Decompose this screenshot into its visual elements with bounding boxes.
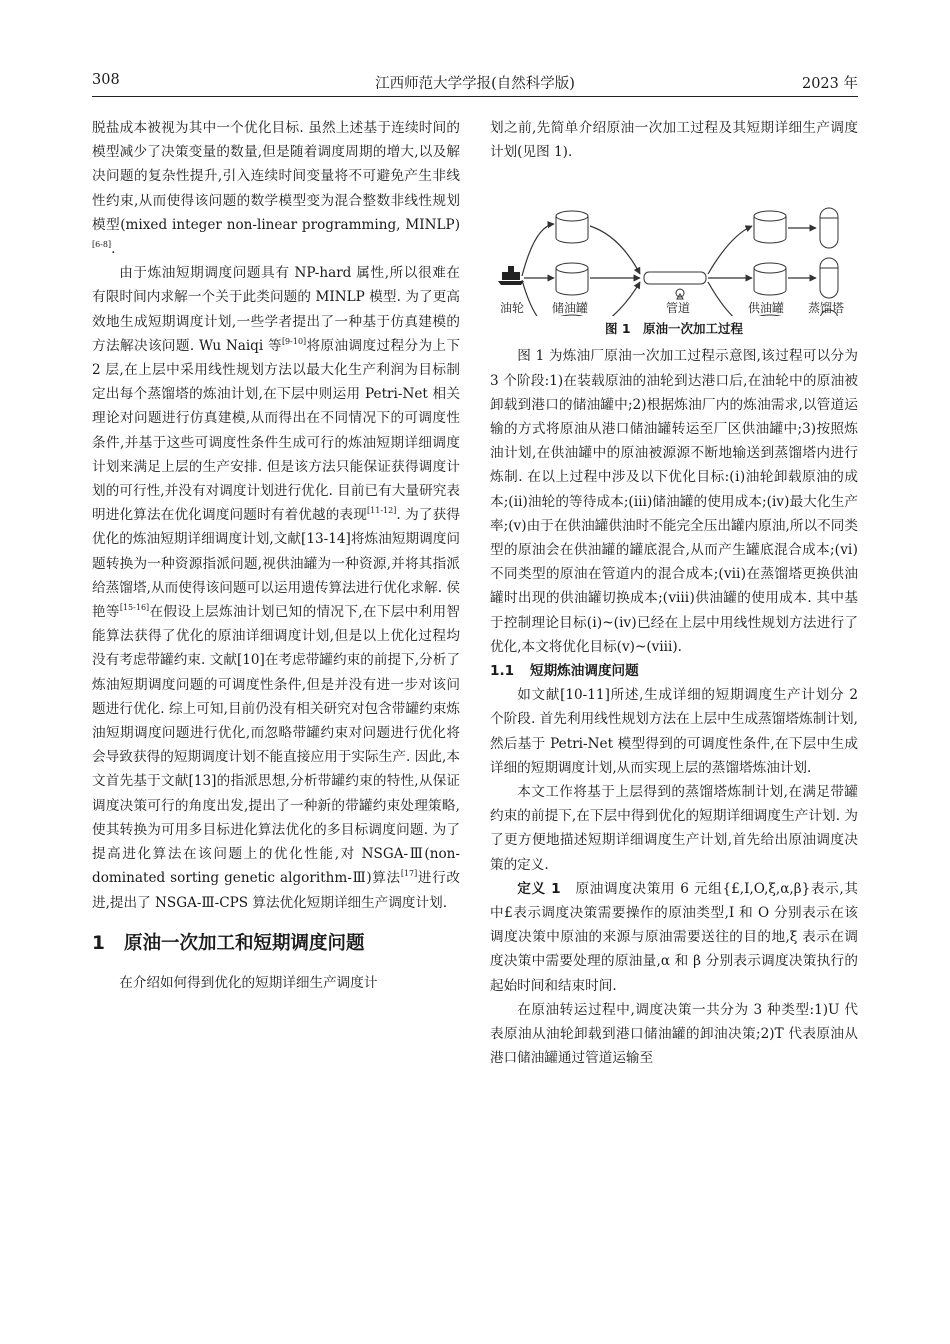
storage-tank-icon xyxy=(556,315,588,316)
pipeline-icon xyxy=(644,272,706,299)
section-heading: 1 原油一次加工和短期调度问题 xyxy=(92,932,365,954)
figure-caption: 图 1 原油一次加工过程 xyxy=(604,321,744,337)
paragraph: 在介绍如何得到优化的短期详细生产调度计 xyxy=(119,974,378,991)
supply-tank-icon xyxy=(754,315,786,316)
right-column xyxy=(490,116,858,1071)
subsection-heading: 1.1 短期炼油调度问题 xyxy=(490,663,639,680)
paragraph: 划之前,先简单介绍原油一次加工过程及其短期详细生产调度计划(见图 1). xyxy=(490,120,858,161)
citation: [9-10] xyxy=(281,336,307,346)
publication-year: 2023 年 xyxy=(801,76,858,92)
label-distill: 蒸馏塔 xyxy=(808,301,845,316)
label-storage: 储油罐 xyxy=(552,301,589,316)
page-number: 308 xyxy=(92,72,120,88)
journal-title: 江西师范大学学报(自然科学版) xyxy=(375,76,575,92)
figure-crude-oil-process xyxy=(490,166,858,316)
citation: [17] xyxy=(400,869,418,879)
citation: [6-8] xyxy=(92,240,112,250)
definition: 定义 1 原油调度决策用 6 元组{£,I,O,ξ,α,β}表示,其中£表示调度决策需要操作的原油类型,I 和 O 分别表示在该调度决策中原油的来源与原油需要送往的目的地,ξ 表示在调度决策中需要处理的原油量,α 和 β 分别表示调度决策执行的起始时间和结束时间. xyxy=(490,880,859,994)
paragraph: 本文工作将基于上层得到的蒸馏塔炼制计划,在满足带罐约束的前提下,在下层中得到优化的短期详细调度生产计划. 为了更方便地描述短期详细调度生产计划,首先给出原油调度决策的定义. xyxy=(490,784,858,873)
paragraph: 如文献[10-11]所述,生成详细的短期调度生产计划分 2 个阶段. 首先利用线性规划方法在上层中生成蒸馏塔炼制计划,然后基于 Petri-Net 模型得到的可调度性条件,在下层中生成详细的短期调度计划,从而实现上层的蒸馏塔炼油计划. xyxy=(490,687,858,776)
supply-tank-icon xyxy=(754,263,786,295)
label-tanker: 油轮 xyxy=(500,301,525,316)
distillation-tower-icon xyxy=(820,258,838,298)
citation: [11-12] xyxy=(367,506,397,516)
paragraph: 在原油转运过程中,调度决策一共分为 3 种类型:1)U 代表原油从油轮卸载到港口储油罐的卸油决策;2)T 代表原油从港口储油罐通过管道运输至 xyxy=(490,1001,858,1067)
supply-tank-icon xyxy=(754,211,786,243)
distillation-tower-icon xyxy=(820,208,838,248)
paragraph: 图 1 为炼油厂原油一次加工过程示意图,该过程可以分为 3 个阶段:1)在装载原油的油轮到达港口后,在油轮中的原油被卸载到港口的储油罐中;2)根据炼油厂内的炼油需求,以管道运输的方式将原油从港口储油罐转运至厂区供油罐中;3)按照炼油计划,在供油罐中的原油被源源不断地输送到蒸馏塔内进行炼制. 在以上过程中涉及以下优化目标:(ⅰ)油轮卸载原油的成本;(ⅱ)油轮的等待成本;(ⅲ)储油罐的使用成本;(ⅳ)最大化生产率;(ⅴ)由于在供油罐供油时不能完全压出罐内原油,所以不同类型的原油会在供油罐的罐底混合,从而产生罐底混合成本;(ⅵ)不同类型的原油在管道内的混合成本;(ⅶ)在蒸馏塔更换供油罐时出现的供油罐切换成本;(ⅷ)供油罐的使用成本. 其中基于控制理论目标(ⅰ)~(ⅳ)已经在上层中用线性规划方法进行了优化,本文将优化目标(ⅴ)~(ⅷ). xyxy=(490,348,858,655)
paragraph: 由于炼油短期调度问题具有 NP-hard 属性,所以很难在有限时间内求解一个关于此类问题的 MINLP 模型. 为了更高效地生成短期调度计划,一些学者提出了一种基于仿真建模的方法解决该问题. Wu Naiqi 等[9-10]将原油调度过程分为上下 2 层,在上层中采用线性规划方法以最大化生产利润为目标制定出每个蒸馏塔的炼油计划,在下层中则运用 Petri-Net 相关理论对问题进行仿真建模,从而得出在不同情况下的可调度性条件,并基于这些可调度性条件生成可行的炼油短期详细调度计划来满足上层的生产安排. 但是该方法只能保证获得调度计划的可行性,并没有对调度计划进行优化. 目前已有大量研究表明进化算法在优化调度问题时有着优越的表现[11-12]. 为了获得优化的炼油短期详细调度计划,文献[13-14]将炼油短期调度问题转换为一种资源指派问题,视供油罐为一种资源,并将其指派给蒸馏塔,从而使得该问题可以运用遗传算法进行优化求解. 侯艳等[15-16]在假设上层炼油计划已知的情况下,在下层中利用智能算法获得了优化的原油详细调度计划,但是以上优化过程均没有考虑带罐约束. 文献[10]在考虑带罐约束的前提下,分析了炼油短期调度问题的可调度性条件,但是并没有进一步对该问题进行优化. 综上可知,目前仍没有相关研究对包含带罐约束炼油短期调度问题进行优化,而忽略带罐约束对问题进行优化将会导致获得的短期调度计划不能直接应用于实际生产. 因此,本文首先基于文献[13]的指派思想,分析带罐约束的特性,从保证调度决策可行的角度出发,提出了一种新的带罐约束处理策略,使其转换为可用多目标进化算法优化的多目标调度问题. 为了提高进化算法在该问题上的优化性能,对 NSGA-Ⅲ(non-dominated sorting genetic algorithm-Ⅲ)算法[17]进行改进,提出了 NSGA-Ⅲ-CPS 算法优化短期详细生产调度计划. xyxy=(92,265,461,911)
process-diagram xyxy=(490,166,858,316)
running-header xyxy=(92,70,858,94)
storage-tank-icon xyxy=(556,211,588,243)
label-supply: 供油罐 xyxy=(748,301,785,316)
label-pipeline: 管道 xyxy=(666,301,691,316)
paragraph: 脱盐成本被视为其中一个优化目标. 虽然上述基于连续时间的模型减少了决策变量的数量,但是随着调度周期的增大,以及解决问题的复杂性提升,引入连续时间变量将不可避免产生非线性约束,从而使得该问题的数学模型变为混合整数非线性规划模型(mixed integer non-linear programming, MINLP)[6-8]. xyxy=(92,120,460,258)
citation: [15-16] xyxy=(119,603,150,613)
left-column xyxy=(92,116,460,995)
tanker-icon xyxy=(498,266,524,285)
header-rule xyxy=(92,96,858,97)
storage-tank-icon xyxy=(556,263,588,295)
